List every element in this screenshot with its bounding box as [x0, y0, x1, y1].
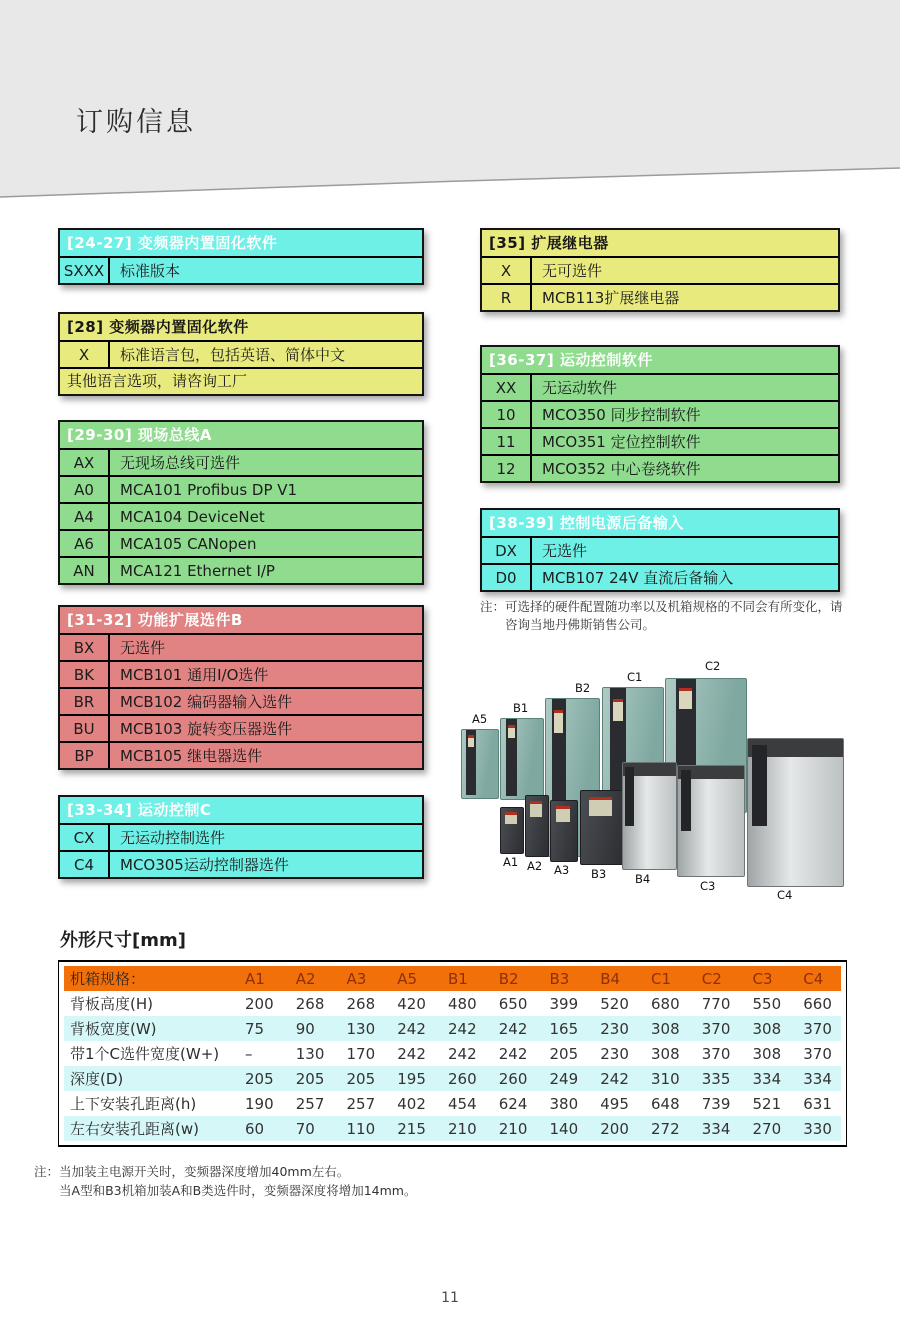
- dimension-value: 308: [638, 1016, 689, 1041]
- dimension-value: 380: [549, 1094, 579, 1113]
- photo-label-b3: B3: [591, 867, 607, 881]
- option-code: AX: [60, 450, 110, 475]
- dimension-value: 257: [346, 1094, 376, 1113]
- dimension-label: 深度(D): [64, 1066, 232, 1091]
- option-table-header: [31-32] 功能扩展选件B: [67, 611, 243, 629]
- dimension-label: 上下安装孔距离(h): [70, 1095, 197, 1113]
- dimensions-section-title: 外形尺寸[mm]: [60, 930, 186, 951]
- dimensions-header-row: [64, 966, 841, 991]
- option-table-header: [24-27] 变频器内置固化软件: [67, 234, 278, 252]
- option-desc: 无现场总线可选件: [120, 454, 241, 472]
- option-desc: 无选件: [542, 542, 588, 560]
- dimension-value: 230: [587, 1016, 638, 1041]
- photo-label-c1: C1: [627, 670, 643, 684]
- footer-note-line2: 当A型和B3机箱加装A和B类选件时，变频器深度将增加14mm。: [59, 1183, 417, 1199]
- option-row: [60, 687, 422, 714]
- dimensions-column-header: A3: [334, 966, 385, 991]
- dimension-value: 260: [435, 1066, 486, 1091]
- dimension-value: 75: [232, 1016, 283, 1041]
- dimension-value: 399: [549, 994, 579, 1013]
- option-desc: MCA105 CANopen: [120, 534, 257, 553]
- dimension-value: 90: [283, 1016, 334, 1041]
- dimension-value: 70: [283, 1116, 334, 1141]
- dimension-value: 215: [384, 1116, 435, 1141]
- option-code: D0: [482, 565, 532, 590]
- dimension-value: 334: [740, 1066, 791, 1091]
- photo-label-b1: B1: [513, 701, 529, 715]
- dimension-value: 205: [232, 1066, 283, 1091]
- option-row: [60, 823, 422, 850]
- dimension-value: 242: [397, 1044, 426, 1063]
- option-row: [60, 850, 422, 877]
- dimension-value: 370: [689, 1016, 740, 1041]
- option-code: SXXX: [60, 258, 110, 283]
- dimension-value: 230: [600, 1044, 629, 1063]
- dimension-value: 242: [435, 1016, 486, 1041]
- photo-label-a3: A3: [554, 863, 570, 877]
- dimensions-row: [64, 1016, 841, 1041]
- dimension-value: 480: [448, 994, 477, 1013]
- dimension-value: 650: [498, 994, 528, 1013]
- dimension-value: 270: [740, 1116, 791, 1141]
- dimension-value: 370: [701, 1044, 731, 1063]
- dimensions-row: [64, 1066, 841, 1091]
- dimension-label: 背板宽度(W): [64, 1016, 232, 1041]
- dimension-value: 268: [295, 994, 325, 1013]
- option-code: A0: [60, 477, 110, 502]
- dimensions-row: [64, 991, 841, 1016]
- dimension-value: 190: [245, 1094, 274, 1113]
- dimensions-column-header: C4: [790, 966, 841, 991]
- dimension-value: 308: [752, 1044, 782, 1063]
- option-desc: MCB107 24V 直流后备输入: [542, 569, 734, 587]
- dimension-value: 110: [334, 1116, 385, 1141]
- drive-c3: [677, 765, 745, 877]
- dimension-value: 680: [651, 994, 680, 1013]
- dimension-value: 140: [537, 1116, 588, 1141]
- dimension-value: 454: [448, 1094, 477, 1113]
- dimensions-column-header: C1: [638, 966, 689, 991]
- option-code: 10: [482, 402, 532, 427]
- photo-label-a2: A2: [527, 859, 543, 873]
- dimension-value: 210: [435, 1116, 486, 1141]
- photo-label-c4: C4: [777, 888, 793, 902]
- option-code: A4: [60, 504, 110, 529]
- dimensions-row: [64, 1041, 841, 1066]
- dimensions-column-header: B2: [486, 966, 537, 991]
- dimension-value: 334: [790, 1066, 841, 1091]
- option-desc: 无运动控制选件: [120, 829, 226, 847]
- option-row: [482, 536, 838, 563]
- dimension-value: 249: [537, 1066, 588, 1091]
- dimension-value: –: [245, 1044, 253, 1063]
- drive-b1: [500, 718, 544, 800]
- dimensions-column-header: C3: [740, 966, 791, 991]
- option-table-footnote: 其他语言选项，请咨询工厂: [60, 367, 422, 394]
- dimension-value: 130: [295, 1044, 325, 1063]
- drive-c4: [747, 738, 844, 887]
- dimension-value: 631: [803, 1094, 832, 1113]
- option-row: [60, 256, 422, 283]
- photo-label-c2: C2: [705, 659, 721, 673]
- option-table-header: [38-39] 控制电源后备输入: [489, 514, 684, 532]
- option-code: 11: [482, 429, 532, 454]
- option-code: BU: [60, 716, 110, 741]
- page-number: 11: [441, 1290, 459, 1306]
- option-code: 12: [482, 456, 532, 481]
- option-code: BR: [60, 689, 110, 714]
- note-text: 可选择的硬件配置随功率以及机箱规格的不同会有所变化，请咨询当地丹佛斯销售公司。: [505, 599, 843, 633]
- option-row: [60, 502, 422, 529]
- photo-label-b4: B4: [635, 872, 651, 886]
- dimension-value: 195: [384, 1066, 435, 1091]
- dimension-value: 335: [689, 1066, 740, 1091]
- option-table-24-27: [58, 228, 424, 285]
- dimension-value: 495: [600, 1094, 629, 1113]
- dimension-value: 550: [752, 994, 782, 1013]
- dimension-value: 370: [803, 1044, 832, 1063]
- option-code: AN: [60, 558, 110, 583]
- page-title: 订购信息: [76, 107, 196, 138]
- dimension-value: 242: [384, 1016, 435, 1041]
- drive-b4: [622, 762, 677, 870]
- dimension-value: 260: [486, 1066, 537, 1091]
- option-code: DX: [482, 538, 532, 563]
- option-desc: MCO350 同步控制软件: [542, 406, 701, 424]
- dimension-value: 310: [638, 1066, 689, 1091]
- dimension-label: 带1个C选件宽度(W+): [70, 1045, 220, 1063]
- option-code: X: [60, 342, 110, 367]
- dimension-value: 200: [587, 1116, 638, 1141]
- footer-note-label: 注：: [34, 1164, 60, 1179]
- dimension-value: 242: [498, 1044, 528, 1063]
- option-code: BP: [60, 743, 110, 768]
- option-code: A6: [60, 531, 110, 556]
- dimension-value: 205: [334, 1066, 385, 1091]
- dimension-value: 242: [486, 1016, 537, 1041]
- option-desc: MCA101 Profibus DP V1: [120, 480, 298, 499]
- dimension-value: 210: [486, 1116, 537, 1141]
- option-row: [60, 741, 422, 768]
- drive-a5: [461, 729, 499, 799]
- dimensions-corner-label: 机箱规格：: [64, 966, 232, 991]
- dimension-value: 272: [638, 1116, 689, 1141]
- option-row: [60, 448, 422, 475]
- dimension-value: 660: [803, 994, 832, 1013]
- dimension-value: 200: [245, 994, 274, 1013]
- dimension-value: 330: [790, 1116, 841, 1141]
- option-row: [482, 427, 838, 454]
- drive-a3: [550, 800, 578, 862]
- dimension-value: 205: [283, 1066, 334, 1091]
- option-desc: 无选件: [120, 639, 166, 657]
- option-row: [482, 563, 838, 590]
- drive-a2: [525, 795, 549, 857]
- drive-b3: [580, 790, 624, 865]
- option-desc: MCB101 通用I/O选件: [120, 666, 269, 684]
- dimension-value: 308: [651, 1044, 680, 1063]
- option-table-header: [33-34] 运动控制C: [67, 801, 212, 819]
- option-table-header: [35] 扩展继电器: [489, 234, 609, 252]
- option-table-31-32: [58, 605, 424, 770]
- dimension-value: 770: [701, 994, 731, 1013]
- dimensions-column-header: A1: [232, 966, 283, 991]
- dimensions-row: [64, 1116, 841, 1141]
- option-table-header: [29-30] 现场总线A: [67, 426, 213, 444]
- option-row: [482, 400, 838, 427]
- option-table-28: [58, 312, 424, 396]
- note-label: 注：: [480, 599, 506, 614]
- footer-note-line1: 当加装主电源开关时，变频器深度增加40mm左右。: [59, 1164, 350, 1179]
- dimensions-table: [58, 960, 847, 1147]
- dimension-value: 242: [448, 1044, 477, 1063]
- option-code: C4: [60, 852, 110, 877]
- dimension-value: 165: [537, 1016, 588, 1041]
- option-desc: MCB103 旋转变压器选件: [120, 720, 293, 738]
- dimensions-column-header: B4: [587, 966, 638, 991]
- option-table-header: [28] 变频器内置固化软件: [67, 318, 249, 336]
- photo-label-a5: A5: [472, 712, 488, 726]
- option-desc: MCO352 中心卷绕软件: [542, 460, 701, 478]
- dimension-value: 402: [397, 1094, 426, 1113]
- dimensions-column-header: B1: [435, 966, 486, 991]
- option-desc: 无运动软件: [542, 379, 618, 397]
- dimension-value: 268: [346, 994, 376, 1013]
- option-table-33-34: [58, 795, 424, 879]
- option-row: [60, 340, 422, 367]
- option-desc: MCA104 DeviceNet: [120, 507, 265, 526]
- hardware-note: [480, 598, 852, 634]
- option-code: BX: [60, 635, 110, 660]
- option-row: [60, 529, 422, 556]
- dimension-value: 205: [549, 1044, 579, 1063]
- drive-a1: [500, 807, 524, 854]
- option-table-35: [480, 228, 840, 312]
- option-desc: MCB102 编码器输入选件: [120, 693, 293, 711]
- option-table-header: [36-37] 运动控制软件: [489, 351, 653, 369]
- dimension-value: 520: [600, 994, 629, 1013]
- dimension-value: 739: [701, 1094, 731, 1113]
- option-desc: 无可选件: [542, 262, 603, 280]
- dimensions-column-header: B3: [537, 966, 588, 991]
- option-desc: MCA121 Ethernet I/P: [120, 561, 275, 580]
- dimensions-column-header: A2: [283, 966, 334, 991]
- option-row: [60, 660, 422, 687]
- option-table-29-30: [58, 420, 424, 585]
- product-photo: [455, 655, 880, 905]
- footer-note: [34, 1162, 554, 1201]
- dimension-value: 334: [689, 1116, 740, 1141]
- option-row: [482, 373, 838, 400]
- option-table-38-39: [480, 508, 840, 592]
- photo-label-c3: C3: [700, 879, 716, 893]
- option-table-36-37: [480, 345, 840, 483]
- dimensions-row: [64, 1091, 841, 1116]
- dimension-value: 521: [752, 1094, 782, 1113]
- dimension-value: 130: [334, 1016, 385, 1041]
- dimension-value: 420: [397, 994, 426, 1013]
- dimensions-column-header: C2: [689, 966, 740, 991]
- option-desc: MCO305运动控制器选件: [120, 856, 289, 874]
- option-row: [482, 256, 838, 283]
- option-desc: MCB105 继电器选件: [120, 747, 263, 765]
- dimension-label: 背板高度(H): [70, 995, 153, 1013]
- option-code: BK: [60, 662, 110, 687]
- dimension-value: 60: [232, 1116, 283, 1141]
- option-desc: 标准语言包，包括英语、简体中文: [120, 346, 346, 364]
- dimension-value: 624: [498, 1094, 528, 1113]
- option-row: [482, 454, 838, 481]
- photo-label-b2: B2: [575, 681, 591, 695]
- option-row: [60, 475, 422, 502]
- dimension-value: 648: [651, 1094, 680, 1113]
- option-code: XX: [482, 375, 532, 400]
- option-desc: MCO351 定位控制软件: [542, 433, 701, 451]
- option-row: [60, 556, 422, 583]
- dimension-value: 170: [346, 1044, 376, 1063]
- dimension-value: 370: [790, 1016, 841, 1041]
- dimension-label: 左右安装孔距离(w): [64, 1116, 232, 1141]
- dimensions-column-header: A5: [384, 966, 435, 991]
- photo-label-a1: A1: [503, 855, 519, 869]
- option-code: CX: [60, 825, 110, 850]
- option-row: [482, 283, 838, 310]
- option-desc: 标准版本: [120, 262, 181, 280]
- dimension-value: 308: [740, 1016, 791, 1041]
- option-code: R: [482, 285, 532, 310]
- dimension-value: 242: [587, 1066, 638, 1091]
- option-desc: MCB113扩展继电器: [542, 289, 680, 307]
- footer-note-lines: [59, 1162, 416, 1201]
- option-row: [60, 633, 422, 660]
- dimension-value: 257: [295, 1094, 325, 1113]
- option-code: X: [482, 258, 532, 283]
- option-row: [60, 714, 422, 741]
